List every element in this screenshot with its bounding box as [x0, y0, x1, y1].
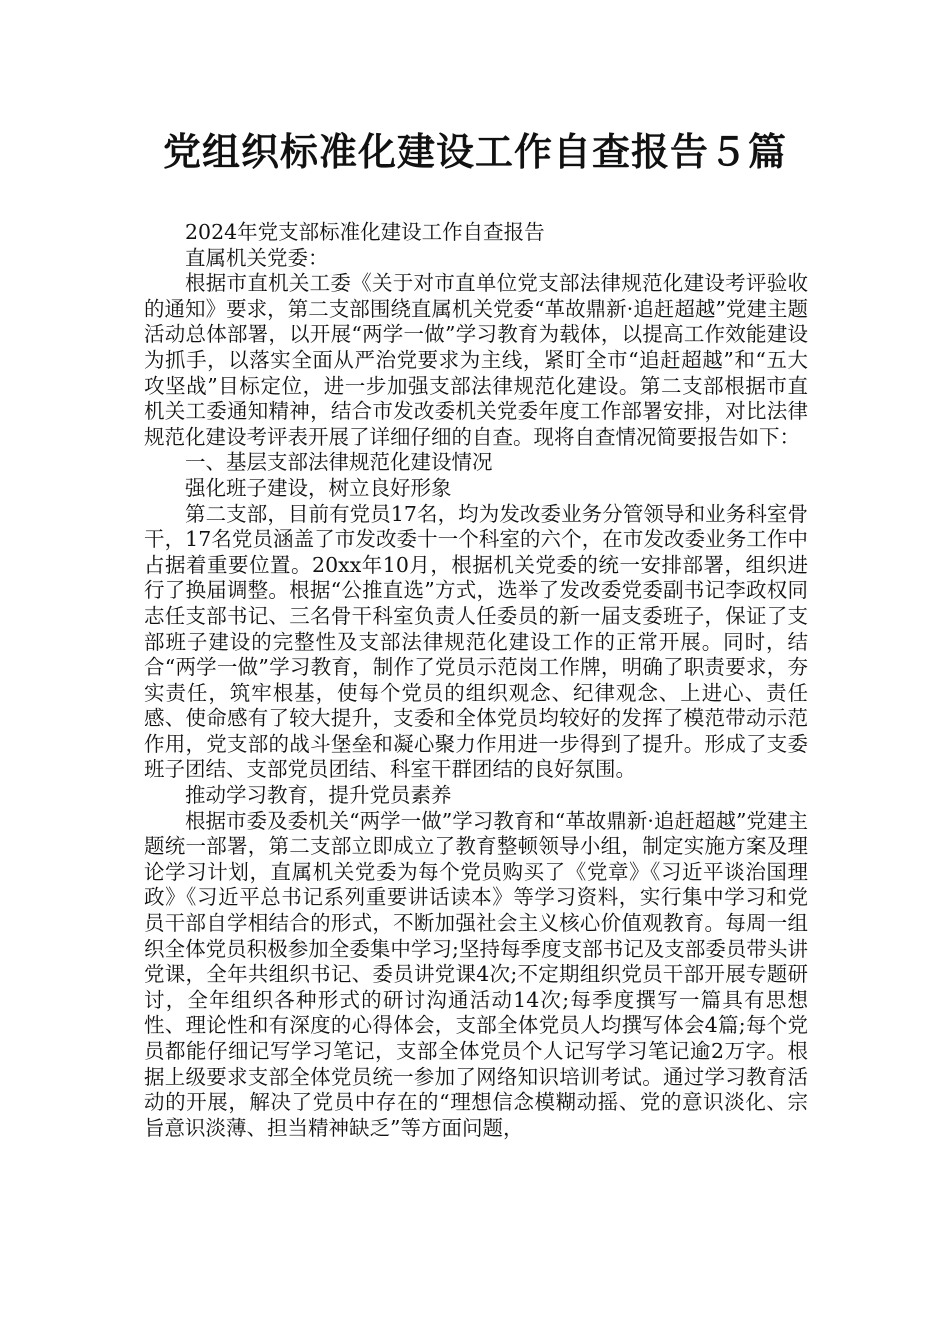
subsection-heading-2: 推动学习教育，提升党员素养 [185, 783, 452, 808]
subsection-heading-1: 强化班子建设，树立良好形象 [185, 475, 452, 500]
intro-paragraph: 根据市直机关工委《关于对市直单位党支部法律规范化建设考评验收的通知》要求，第二支部围绕直属机关党委“革故鼎新·追赶超越”党建主题活动总体部署，以开展“两学一做”学习教育为载体，以提高工作效能建设为抓手，以落实全面从严治党要求为主线，紧盯全市“追赶超越”和“五大攻坚战”目标定位，进一步加强支部法律规范化建设。第二支部根据市直机关工委通知精神，结合市发改委机关党委年度工作部署安排，对比法律规范化建设考评表开展了详细仔细的自查。现将自查情况简要报告如下： [144, 271, 808, 449]
body-paragraph-2: 根据市委及委机关“两学一做”学习教育和“革故鼎新·追赶超越”党建主题统一部署，第二支部立即成立了教育整顿领导小组，制定实施方案及理论学习计划，直属机关党委为每个党员购买了《党章》《习近平谈治国理政》《习近平总书记系列重要讲话读本》等学习资料，实行集中学习和党员干部自学相结合的形式，不断加强社会主义核心价值观教育。每周一组织全体党员积极参加全委集中学习;坚持每季度支部书记及支部委员带头讲党课，全年共组织书记、委员讲党课4次;不定期组织党员干部开展专题研讨，全年组织各种形式的研讨沟通活动14次;每季度撰写一篇具有思想性、理论性和有深度的心得体会，支部全体党员人均撰写体会4篇;每个党员都能仔细记写学习笔记，支部全体党员个人记写学习笔记逾2万字。根据上级要求支部全体党员统一参加了网络知识培训考试。通过学习教育活动的开展，解决了党员中存在的“理想信念模糊动摇、党的意识淡化、宗旨意识淡薄、担当精神缺乏”等方面问题， [144, 808, 808, 1140]
document-body [144, 220, 808, 1141]
section-heading: 一、基层支部法律规范化建设情况 [185, 450, 493, 475]
body-paragraph-1: 第二支部，目前有党员17名，均为发改委业务分管领导和业务科室骨干，17名党员涵盖了市发改委十一个科室的六个，在市发改委业务工作中占据着重要位置。20xx年10月，根据机关党委的统一安排部署，组织进行了换届调整。根据“公推直选”方式，选举了发改委党委副书记李政权同志任支部书记、三名骨干科室负责人任委员的新一届支委班子，保证了支部班子建设的完整性及支部法律规范化建设工作的正常开展。同时，结合“两学一做”学习教育，制作了党员示范岗工作牌，明确了职责要求，夯实责任，筑牢根基，使每个党员的组织观念、纪律观念、上进心、责任感、使命感有了较大提升，支委和全体党员均较好的发挥了模范带动示范作用，党支部的战斗堡垒和凝心聚力作用进一步得到了提升。形成了支委班子团结、支部党员团结、科室干群团结的良好氛围。 [144, 501, 808, 782]
report-subtitle: 2024年党支部标准化建设工作自查报告 [185, 220, 545, 244]
document-title: 党组织标准化建设工作自查报告５篇 [162, 130, 787, 174]
addressee: 直属机关党委： [185, 245, 329, 270]
